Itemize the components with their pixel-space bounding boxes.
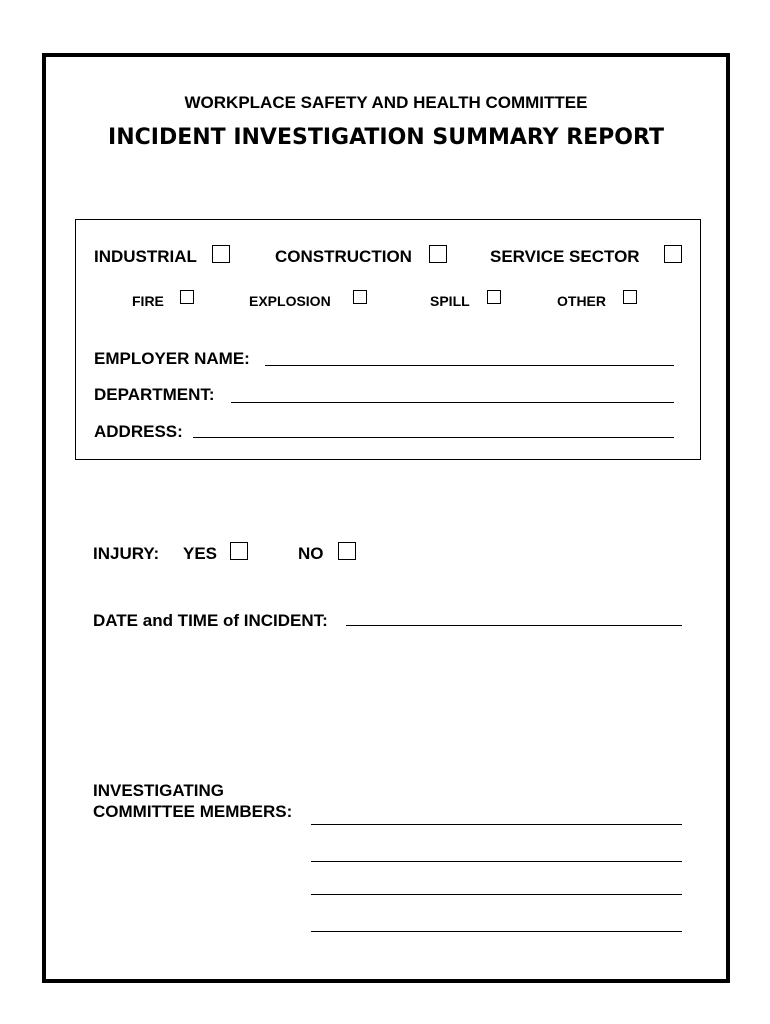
incident-datetime-label: DATE and TIME of INCIDENT:: [93, 611, 328, 630]
report-title: INCIDENT INVESTIGATION SUMMARY REPORT: [108, 125, 664, 150]
service-sector-label: SERVICE SECTOR: [490, 247, 640, 266]
industrial-label: INDUSTRIAL: [94, 247, 197, 266]
spill-label: SPILL: [430, 293, 470, 309]
injury-no-checkbox[interactable]: [338, 542, 356, 560]
form-frame: [42, 53, 730, 983]
employer-name-label: EMPLOYER NAME:: [94, 349, 250, 368]
industrial-checkbox[interactable]: [212, 245, 230, 263]
construction-label: CONSTRUCTION: [275, 247, 412, 266]
fire-checkbox[interactable]: [180, 290, 194, 304]
committee-members-label: COMMITTEE MEMBERS:: [93, 802, 293, 821]
spill-checkbox[interactable]: [487, 290, 501, 304]
service-sector-checkbox[interactable]: [664, 245, 682, 263]
other-checkbox[interactable]: [623, 290, 637, 304]
incident-datetime-field[interactable]: [346, 625, 682, 626]
employer-info-box: [75, 219, 701, 460]
injury-yes-checkbox[interactable]: [230, 542, 248, 560]
committee-member-line[interactable]: [311, 824, 682, 825]
address-field[interactable]: [193, 437, 674, 438]
employer-name-field[interactable]: [265, 365, 674, 366]
injury-label: INJURY:: [93, 544, 160, 563]
construction-checkbox[interactable]: [429, 245, 447, 263]
other-label: OTHER: [557, 293, 606, 309]
explosion-label: EXPLOSION: [249, 293, 331, 309]
department-label: DEPARTMENT:: [94, 385, 215, 404]
injury-no-label: NO: [298, 544, 324, 563]
fire-label: FIRE: [132, 293, 164, 309]
committee-member-line[interactable]: [311, 931, 682, 932]
address-label: ADDRESS:: [94, 422, 183, 441]
committee-heading: WORKPLACE SAFETY AND HEALTH COMMITTEE: [184, 93, 588, 112]
injury-yes-label: YES: [183, 544, 218, 563]
committee-member-line[interactable]: [311, 894, 682, 895]
investigating-label: INVESTIGATING: [93, 781, 224, 800]
explosion-checkbox[interactable]: [353, 290, 367, 304]
committee-member-line[interactable]: [311, 861, 682, 862]
department-field[interactable]: [231, 402, 674, 403]
